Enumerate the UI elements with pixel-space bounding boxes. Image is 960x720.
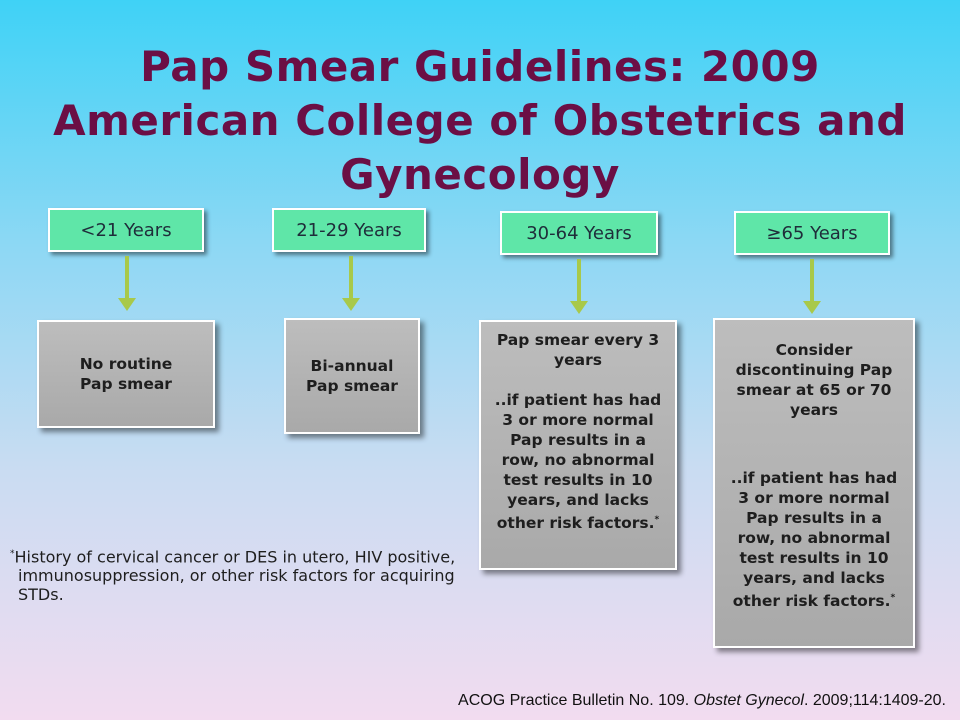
citation-journal: Obstet Gynecol	[693, 692, 804, 709]
footnote-mark: *	[10, 549, 15, 559]
result-main-text: Consider discontinuing Pap smear at 65 or 70 years	[735, 341, 893, 419]
footnote	[10, 545, 478, 604]
citation-part2: . 2009;114:1409-20.	[803, 692, 946, 709]
result-line: Pap smear	[306, 377, 398, 395]
age-box-30-64	[500, 211, 658, 255]
condition-text: ..if patient has had 3 or more normal Pap results in a row, no abnormal test results in 10 years, and lacks other risk factors.	[730, 469, 898, 611]
result-box-30-64	[479, 320, 677, 570]
age-label: 30-64 Years	[526, 222, 632, 244]
citation	[458, 692, 946, 710]
result-box-21-29	[284, 318, 420, 434]
result-box-65-plus	[713, 318, 915, 648]
slide-title: Pap Smear Guidelines: 2009 American College of Obstetrics and Gynecology	[53, 42, 907, 199]
result-line: Bi-annual	[310, 357, 394, 375]
condition-text: ..if patient has had 3 or more normal Pap results in a row, no abnormal test results in 10 years, and lacks other risk factors.	[494, 391, 662, 533]
result-box-under-21	[37, 320, 215, 428]
footnote-text: History of cervical cancer or DES in utero, HIV positive, immunosuppression, or other risk factors for acquiring STDs.	[14, 547, 456, 605]
age-label: 21-29 Years	[296, 219, 402, 241]
result-main-text: Pap smear every 3 years	[496, 331, 660, 369]
result-line: Pap smear	[80, 375, 172, 393]
result-condition-text	[491, 390, 665, 533]
age-box-under-21	[48, 208, 204, 252]
result-line: No routine	[79, 355, 173, 373]
down-arrow-icon	[797, 259, 827, 315]
citation-part1: ACOG Practice Bulletin No. 109.	[458, 692, 694, 709]
age-box-65-plus	[734, 211, 890, 255]
age-box-21-29	[272, 208, 426, 252]
age-label: <21 Years	[80, 219, 172, 241]
down-arrow-icon	[336, 256, 366, 312]
result-condition-text	[725, 468, 903, 611]
age-label: ≥65 Years	[766, 222, 858, 244]
down-arrow-icon	[112, 256, 142, 312]
asterisk-mark: *	[654, 515, 660, 525]
down-arrow-icon	[564, 259, 594, 315]
asterisk-mark: *	[890, 593, 896, 603]
